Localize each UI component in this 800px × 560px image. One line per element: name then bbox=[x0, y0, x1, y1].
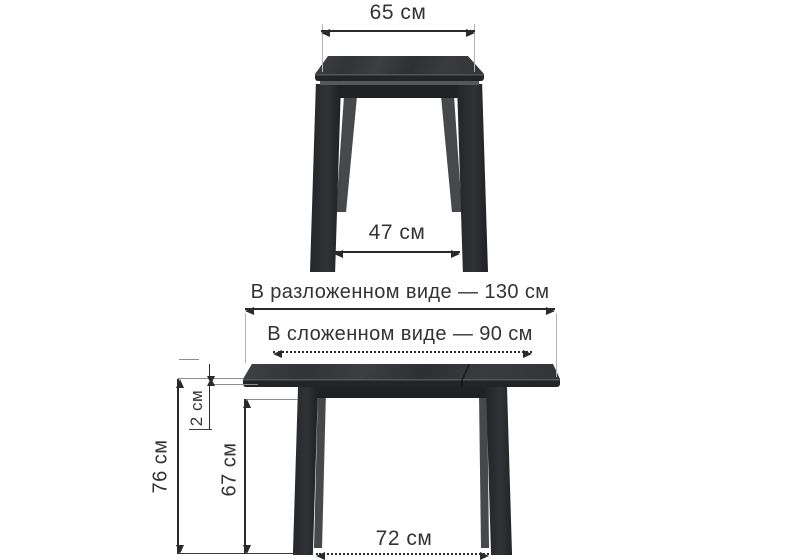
underframe-extension-line bbox=[245, 399, 298, 400]
height-label: 76 см bbox=[149, 439, 172, 494]
front-tabletop-surface bbox=[315, 56, 484, 74]
front-top-width-label: 65 см bbox=[369, 1, 427, 24]
front-leg-span-label: 47 см bbox=[368, 221, 426, 244]
thickness-label: 2 см bbox=[187, 389, 206, 427]
side-front-right-leg bbox=[486, 387, 514, 555]
front-apron bbox=[336, 85, 464, 98]
side-leg-span-dimension-arrow bbox=[316, 553, 489, 555]
front-top-width-dimension-arrow bbox=[321, 30, 475, 32]
folded-width-dimension-arrow bbox=[273, 351, 532, 353]
tabletop-back-edge-tick bbox=[179, 359, 199, 360]
side-front-left-leg bbox=[291, 387, 318, 555]
front-leg-span-dimension-arrow bbox=[334, 251, 460, 253]
side-extension-line-left bbox=[245, 313, 246, 363]
side-extension-line-right bbox=[556, 313, 557, 377]
underframe-height-label: 67 см bbox=[218, 442, 241, 497]
extended-width-dimension-arrow bbox=[245, 308, 555, 310]
height-dimension-arrow bbox=[177, 379, 179, 554]
folded-width-label: В сложенном виде — 90 см bbox=[267, 323, 533, 345]
floor-line bbox=[179, 553, 296, 554]
thickness-extension-line bbox=[210, 384, 258, 385]
front-tabletop-underside bbox=[320, 81, 479, 85]
side-tabletop-surface bbox=[243, 364, 560, 379]
side-leg-span-label: 72 см bbox=[375, 527, 433, 550]
thickness-lower-arrow bbox=[209, 386, 210, 430]
underframe-height-dimension-arrow bbox=[244, 399, 246, 554]
extension-leaf-seam-edge bbox=[461, 379, 463, 387]
side-tabletop-edge bbox=[243, 379, 560, 387]
front-tabletop-edge bbox=[315, 74, 484, 81]
thickness-upper-arrow bbox=[209, 364, 210, 376]
side-apron bbox=[307, 387, 503, 398]
extended-width-label: В разложенном виде — 130 см bbox=[250, 281, 550, 303]
front-right-leg bbox=[457, 84, 488, 272]
